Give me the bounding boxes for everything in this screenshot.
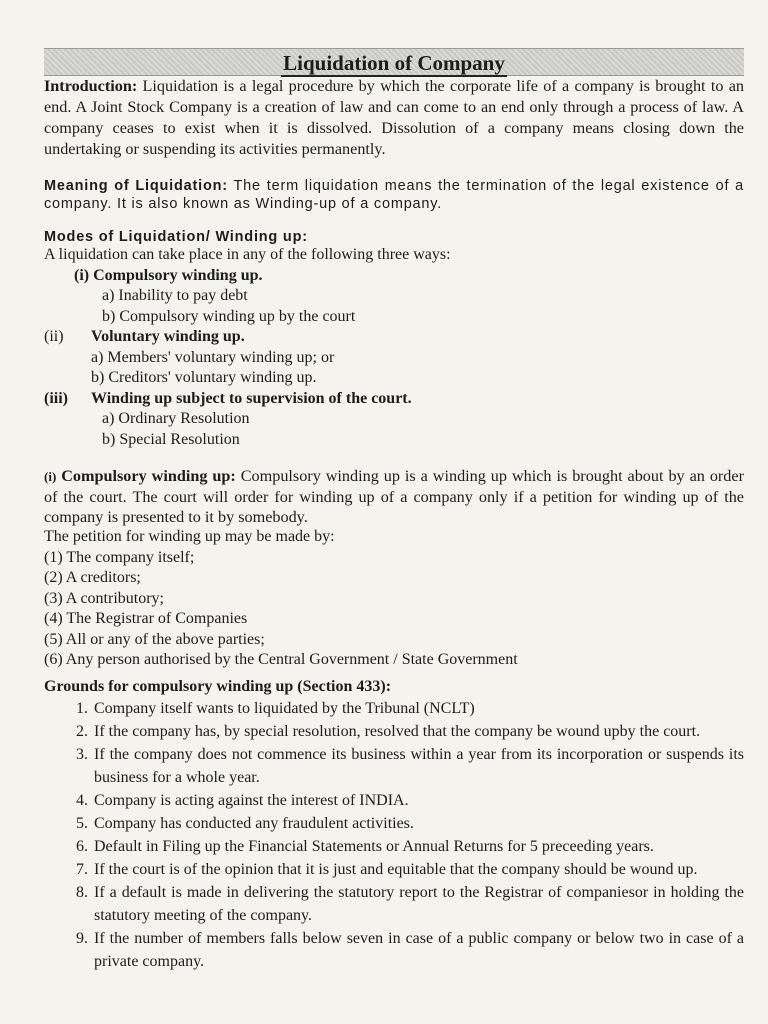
mode-2-sub-b: b) Creditors' voluntary winding up. bbox=[91, 369, 317, 386]
mode-3-title bbox=[44, 389, 744, 410]
mode-2-title bbox=[44, 327, 744, 348]
grounds-item-text: If a default is made in delivering the statutory report to the Registrar of companiesor in holding the statutory meeting of the company. bbox=[94, 884, 744, 924]
grounds-item-text: If the number of members falls below seven in case of a public company or below two in case of a private company. bbox=[94, 930, 744, 970]
grounds-item bbox=[44, 881, 744, 927]
grounds-item-text: Default in Filing up the Financial Statements or Annual Returns for 5 preceeding years. bbox=[94, 838, 654, 855]
grounds-item-num: 9. bbox=[76, 930, 88, 947]
mode-1-sub-b: b) Compulsory winding up by the court bbox=[102, 307, 356, 325]
petitioner-4: (4) The Registrar of Companies bbox=[44, 610, 248, 627]
intro-label: Introduction: bbox=[44, 77, 138, 95]
petitioner-3: (3) A contributory; bbox=[44, 589, 164, 607]
compulsory-paragraph bbox=[44, 466, 744, 527]
mode-3-sub-b: b) Special Resolution bbox=[102, 430, 240, 448]
grounds-item bbox=[44, 720, 744, 743]
compulsory-label: Compulsory winding up: bbox=[56, 467, 236, 485]
modes-intro: A liquidation can take place in any of the following three ways: bbox=[44, 246, 451, 263]
meaning-text: The term liquidation means the termination of the legal existence of a company. It is also known as Winding-up of a company. bbox=[44, 178, 744, 212]
modes-heading: Modes of Liquidation/ Winding up: bbox=[44, 229, 308, 245]
mode-1-title bbox=[44, 266, 744, 287]
grounds-item bbox=[44, 858, 744, 881]
compulsory-text: Compulsory winding up is a winding up which is brought about by an order of the court. The court will order for winding up of a company only if a petition for winding up of the company is presented to it by somebody. bbox=[44, 467, 744, 526]
meaning-label: Meaning of Liquidation: bbox=[44, 178, 228, 194]
grounds-item-num: 4. bbox=[76, 792, 88, 809]
grounds-item-num: 5. bbox=[76, 815, 88, 832]
grounds-item bbox=[44, 835, 744, 858]
mode-1-num: (i) bbox=[74, 266, 90, 284]
petitioner-5: (5) All or any of the above parties; bbox=[44, 630, 265, 648]
grounds-item-num: 3. bbox=[76, 746, 88, 763]
grounds-item-text: Company itself wants to liquidated by the Tribunal (NCLT) bbox=[94, 700, 475, 717]
mode-1-sub-a: a) Inability to pay debt bbox=[102, 287, 248, 304]
mode-3-sub-a: a) Ordinary Resolution bbox=[102, 410, 250, 427]
grounds-item bbox=[44, 697, 744, 720]
mode-2-title-text: Voluntary winding up. bbox=[91, 328, 245, 345]
grounds-item-num: 6. bbox=[76, 838, 88, 855]
page-title: Liquidation of Company bbox=[283, 51, 505, 75]
mode-1-title-text: Compulsory winding up. bbox=[93, 266, 263, 284]
petition-intro: The petition for winding up may be made by: bbox=[44, 528, 335, 545]
mode-3-num: (iii) bbox=[44, 389, 68, 407]
grounds-item-num: 1. bbox=[76, 700, 88, 717]
grounds-item-num: 7. bbox=[76, 861, 88, 878]
mode-2-sub-a: a) Members' voluntary winding up; or bbox=[91, 348, 335, 366]
grounds-item-text: If the court is of the opinion that it is just and equitable that the company should be wound up. bbox=[94, 861, 698, 878]
intro-text: Liquidation is a legal procedure by which the corporate life of a company is brought to an end. A Joint Stock Company is a creation of law and can come to an end only through a process of law. A company ceases to exist when it is dissolved. Dissolution of a company means closing down the undertaking or suspending its activities permanently. bbox=[44, 77, 744, 158]
petitioner-2: (2) A creditors; bbox=[44, 569, 141, 586]
grounds-item-text: If the company does not commence its business within a year from its incorporation or suspends its business for a whole year. bbox=[94, 746, 744, 786]
compulsory-label-num: (i) bbox=[44, 469, 57, 484]
title-bar bbox=[44, 48, 744, 76]
grounds-heading: Grounds for compulsory winding up (Section 433): bbox=[44, 677, 392, 695]
mode-3-title-text: Winding up subject to supervision of the court. bbox=[91, 389, 412, 407]
grounds-item-num: 2. bbox=[76, 723, 88, 740]
grounds-item-num: 8. bbox=[76, 884, 88, 901]
document-body bbox=[44, 76, 744, 973]
grounds-item-text: Company is acting against the interest of INDIA. bbox=[94, 792, 409, 809]
mode-2-num: (ii) bbox=[44, 328, 64, 345]
petitioner-1: (1) The company itself; bbox=[44, 548, 195, 566]
grounds-item bbox=[44, 789, 744, 812]
petitioner-6: (6) Any person authorised by the Central Government / State Government bbox=[44, 651, 518, 668]
meaning-paragraph bbox=[44, 177, 744, 213]
grounds-item bbox=[44, 812, 744, 835]
intro-paragraph bbox=[44, 76, 744, 160]
grounds-item-text: Company has conducted any fraudulent activities. bbox=[94, 815, 414, 832]
grounds-item-text: If the company has, by special resolution, resolved that the company be wound upby the court. bbox=[94, 723, 701, 740]
grounds-list bbox=[44, 697, 744, 973]
grounds-item bbox=[44, 743, 744, 789]
grounds-item bbox=[44, 927, 744, 973]
